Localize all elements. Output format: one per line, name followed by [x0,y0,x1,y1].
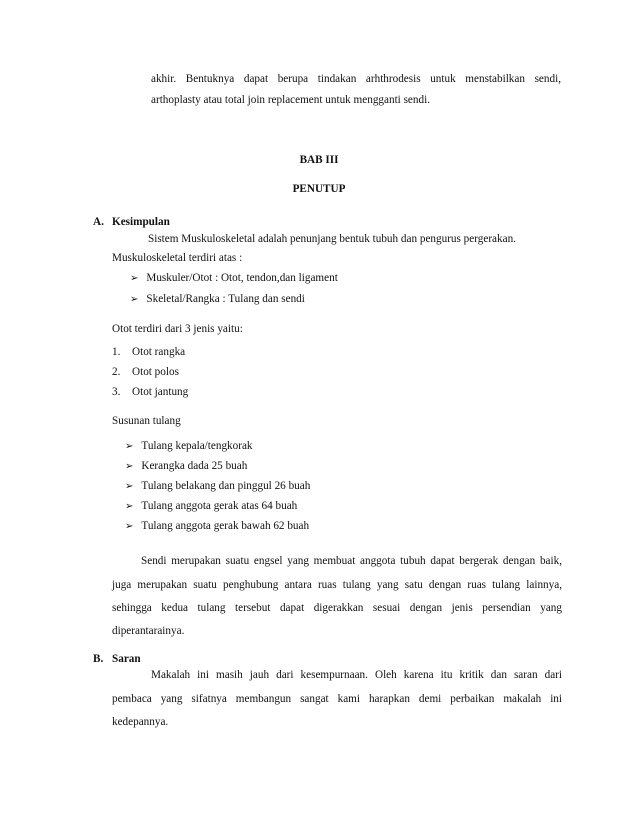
saran-line-1: Makalah ini masih jauh dari kesempurnaan. Oleh karena itu kritik dan saran dari [151,669,562,681]
section-a-letter: A. [93,216,104,228]
otot-item: 1. [112,346,121,358]
otot-item-text: Otot jantung [132,386,189,398]
section-b-letter: B. [93,653,104,665]
sendi-line-3: sehingga kedua tulang tersebut dapat digerakkan sesuai dengan jenis persendian yang [112,602,562,614]
sendi-line-1: Sendi merupakan suatu engsel yang membuat anggota tubuh dapat bergerak dengan baik, [141,555,562,567]
arrow-bullet-icon: ➢ [125,501,134,512]
sendi-line-4: diperantarainya. [112,625,185,637]
arrow-bullet-icon: ➢ [125,481,134,492]
tulang-item: ➢ Tulang kepala/tengkorak [125,440,253,452]
muskulo-item: ➢ Muskuler/Otot : Otot, tendon,dan ligament [130,272,338,284]
otot-item: 3. [112,386,121,398]
otot-item: 2. [112,366,121,378]
chapter-number: BAB III [299,154,339,166]
tulang-item: ➢ Tulang anggota gerak atas 64 buah [125,500,298,512]
arrow-bullet-icon: ➢ [125,521,134,532]
sendi-line-2: juga merupakan suatu penghubung antara ruas tulang yang satu dengan ruas tulang lainnya, [112,579,562,591]
arrow-bullet-icon: ➢ [130,273,139,284]
tulang-item: ➢ Kerangka dada 25 buah [125,460,248,472]
arrow-bullet-icon: ➢ [125,441,134,452]
muskulo-label: Muskuloskeletal terdiri atas : [112,252,243,264]
intro-line-2: arthoplasty atau total join replacement untuk mengganti sendi. [151,94,430,106]
section-b-heading: Saran [112,653,141,665]
otot-item-text: Otot polos [132,366,179,378]
otot-item-text: Otot rangka [132,346,186,358]
saran-line-2: pembaca yang sifatnya membangun sangat kami harapkan demi perbaikan makalah ini [112,693,562,705]
saran-line-3: kedepannya. [112,716,169,728]
tulang-item: ➢ Tulang anggota gerak bawah 62 buah [125,520,310,532]
section-a-heading: Kesimpulan [112,216,170,228]
otot-label: Otot terdiri dari 3 jenis yaitu: [112,323,243,335]
chapter-title: PENUTUP [292,183,346,195]
tulang-label: Susunan tulang [112,415,181,427]
arrow-bullet-icon: ➢ [125,461,134,472]
muskulo-item: ➢ Skeletal/Rangka : Tulang dan sendi [130,293,305,305]
arrow-bullet-icon: ➢ [130,294,139,305]
intro-line-1: akhir. Bentuknya dapat berupa tindakan arhthrodesis untuk menstabilkan sendi, [151,73,561,85]
tulang-item: ➢ Tulang belakang dan pinggul 26 buah [125,480,311,492]
kesimpulan-intro: Sistem Muskuloskeletal adalah penunjang bentuk tubuh dan pengurus pergerakan. [148,233,516,245]
